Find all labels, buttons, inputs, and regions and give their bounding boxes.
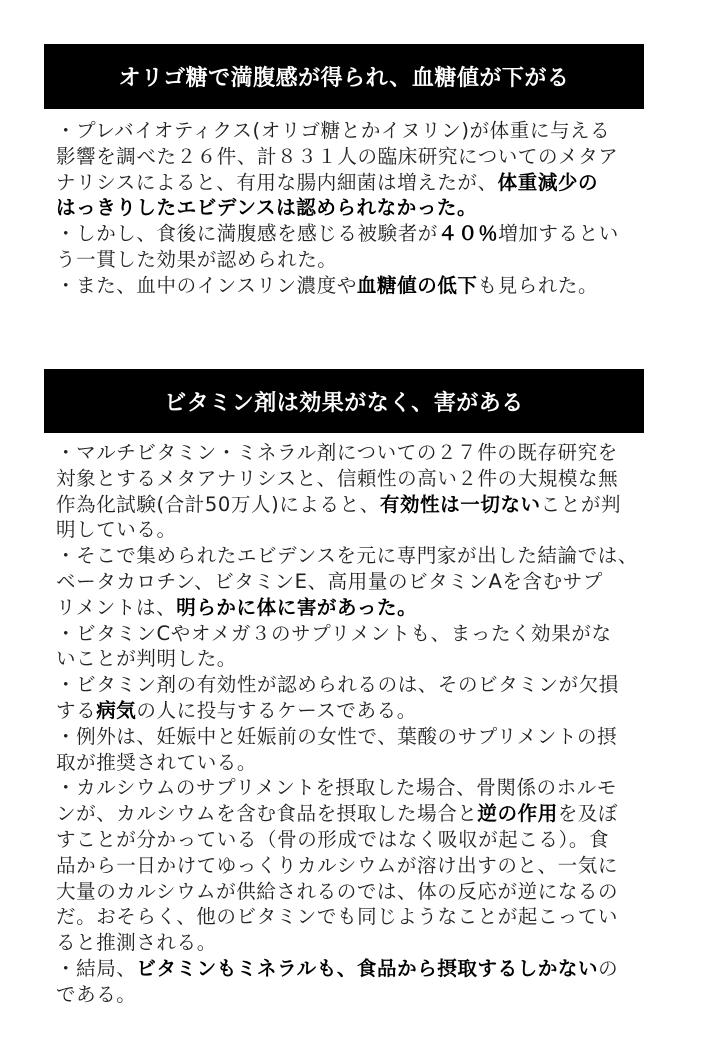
bold-text-segment: 明らかに体に害があった。 [176, 595, 418, 619]
text-segment: ・また、血中のインスリン濃度や [56, 273, 357, 297]
text-segment: ・マルチビタミン・ミネラル剤についての２７件の既存研究を [56, 441, 618, 464]
text-segment: 品から一日かけてゆっくりカルシウムが溶け出すのと、一気に [56, 853, 618, 877]
section-1-heading: オリゴ糖で満腹感が得られ、血糖値が下がる [118, 66, 570, 91]
text-line [56, 466, 666, 492]
text-line [56, 543, 666, 569]
text-line [56, 672, 666, 698]
text-segment: 増加するとい [498, 222, 619, 246]
bold-text-segment: 体重減少の [497, 170, 599, 194]
text-line [56, 724, 666, 750]
text-line [56, 170, 666, 196]
bold-text-segment: ビタミンもミネラルも、食品から摂取するしかない [136, 956, 599, 980]
text-segment: の人に投与するケースである。 [136, 698, 417, 722]
text-segment: ・結局、 [56, 956, 137, 980]
text-segment: 影響を調べた２６件、計８３１人の臨床研究についてのメタア [56, 144, 619, 168]
text-segment: である。 [56, 982, 137, 1006]
text-segment: ・そこで集められたエビデンスを元に専門家が出した結論では、 [56, 544, 638, 568]
text-line [56, 904, 666, 930]
text-line [56, 646, 666, 672]
text-segment: ことが判 [540, 492, 622, 516]
text-line [56, 750, 666, 776]
text-line [56, 195, 666, 221]
text-line [56, 775, 666, 801]
text-segment: も見られた。 [477, 273, 599, 297]
text-segment: ・ビタミン剤の有効性が認められるのは、そのビタミンが欠損 [56, 673, 619, 697]
text-segment: 作為化試験(合計50万人)によると、 [56, 492, 380, 516]
text-segment: ベータカロチン、ビタミンE、高用量のビタミンAを含むサプ [56, 569, 603, 593]
text-line [56, 879, 666, 905]
text-line [56, 982, 666, 1008]
text-line [56, 930, 666, 956]
text-line [56, 492, 666, 518]
bold-text-segment: 血糖値の低下 [356, 273, 478, 297]
text-segment: ・ビタミンCやオメガ３のサプリメントも、まったく効果がな [56, 621, 612, 645]
text-segment: すことが分かっている（骨の形成ではなく吸収が起こる）。食 [56, 827, 610, 851]
text-line [56, 853, 666, 879]
text-segment: の [598, 956, 619, 980]
text-segment: ンが、カルシウムを含む食品を摂取した場合と [56, 802, 478, 826]
text-line [56, 440, 666, 466]
text-segment: ・カルシウムのサプリメントを摂取した場合、骨関係のホルモ [56, 776, 617, 800]
section-2-heading: ビタミン剤は効果がなく、害がある [164, 390, 524, 416]
text-segment: 明している。 [56, 518, 177, 542]
text-line [56, 118, 666, 144]
text-line [56, 144, 666, 170]
text-line [56, 569, 666, 595]
text-segment: 対象とするメタアナリシスと、信頼性の高い２件の大規模な無 [56, 466, 619, 490]
text-line [56, 595, 666, 621]
text-segment: ると推測される。 [56, 931, 217, 955]
bold-text-segment: はっきりしたエビデンスは認められなかった。 [56, 196, 478, 220]
text-segment: いことが判明した。 [56, 647, 237, 671]
section-1-body [56, 118, 666, 299]
text-segment: ・しかし、食後に満腹感を感じる被験者が [56, 222, 438, 246]
text-segment: ・例外は、妊娠中と妊娠前の女性で、葉酸のサプリメントの摂 [56, 724, 618, 748]
bold-text-segment: 逆の作用 [477, 802, 558, 826]
text-line [56, 698, 666, 724]
text-segment: する [56, 698, 97, 722]
text-segment: 取が推奨されている。 [56, 750, 258, 774]
section-2-heading-banner [44, 369, 644, 433]
text-line [56, 221, 666, 247]
text-segment: だ。おそらく、他のビタミンでも同じようなことが起こってい [56, 905, 619, 929]
text-segment: ・プレバイオティクス(オリゴ糖とかイヌリン)が体重に与える [56, 119, 611, 142]
text-segment: う一貫した効果が認められた。 [56, 247, 338, 271]
text-line [56, 827, 666, 853]
text-line [56, 517, 666, 543]
bold-text-segment: ４０％ [437, 222, 499, 246]
text-segment: を及ぼ [557, 802, 619, 826]
text-segment: リメントは、 [56, 595, 177, 619]
bold-text-segment: 有効性は一切ない [379, 492, 541, 516]
text-line [56, 801, 666, 827]
text-line [56, 621, 666, 647]
text-line [56, 273, 666, 299]
section-1-heading-banner [44, 44, 644, 109]
text-segment: ナリシスによると、有用な腸内細菌は増えたが、 [56, 170, 498, 194]
text-segment: 大量のカルシウムが供給されるのでは、体の反応が逆になるの [56, 879, 619, 903]
bold-text-segment: 病気 [96, 698, 137, 722]
text-line [56, 956, 666, 982]
text-line [56, 247, 666, 273]
section-2-body [56, 440, 666, 1008]
